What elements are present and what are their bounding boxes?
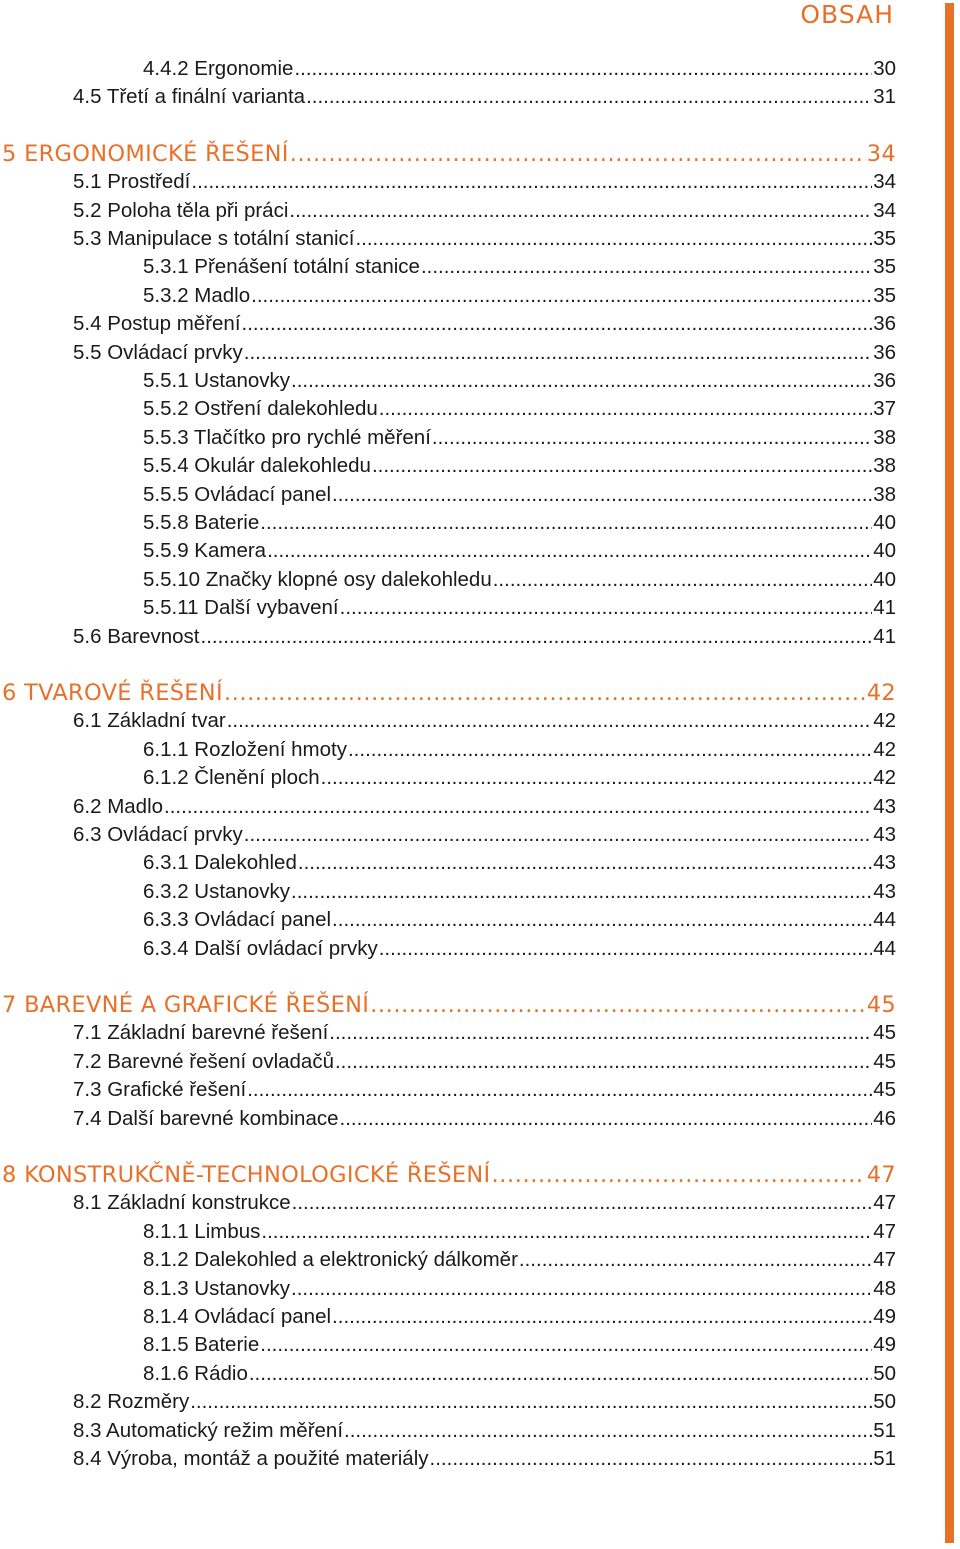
toc-entry	[0, 565, 896, 595]
toc-dot-leader	[332, 905, 872, 935]
toc-entry-label: 5 ERGONOMICKÉ ŘEŠENÍ	[2, 140, 289, 167]
toc-entry	[0, 54, 896, 84]
toc-page-number: 45	[873, 1049, 896, 1073]
toc-entry-label: 6.1.2 Členění ploch	[143, 766, 320, 790]
toc-entry-label: 4.4.2 Ergonomie	[143, 57, 294, 80]
toc-page-number: 40	[873, 539, 896, 563]
toc-page-number: 43	[873, 879, 896, 903]
toc-page-number: 35	[873, 283, 896, 307]
toc-entry	[0, 820, 896, 850]
toc-entry	[0, 1359, 896, 1389]
toc-entry-label: 8.4 Výroba, montáž a použité materiály	[73, 1447, 429, 1470]
toc-entry	[0, 394, 896, 424]
toc-entry-label: 8.1 Základní konstrukce	[73, 1191, 291, 1215]
toc-entry-label: 6.3.4 Další ovládací prvky	[143, 936, 378, 960]
toc-dot-leader	[292, 1188, 873, 1218]
toc-page-number: 36	[873, 340, 896, 364]
toc-page-number: 42	[873, 737, 896, 761]
toc-entry	[0, 1104, 896, 1134]
toc-entry-label: 7.1 Základní barevné řešení	[73, 1021, 329, 1045]
toc-page-number: 44	[873, 936, 896, 960]
toc-entry	[0, 1416, 896, 1446]
toc-page-number: 34	[873, 170, 896, 194]
toc-entry	[0, 934, 896, 964]
toc-entry	[0, 167, 896, 197]
toc-page-number: 35	[873, 227, 896, 250]
toc-page-number: 47	[866, 1162, 896, 1188]
toc-dot-leader	[260, 1330, 872, 1360]
toc-chapter-entry	[0, 139, 896, 169]
toc-page-number: 40	[873, 567, 896, 591]
toc-entry-label: 5.5.2 Ostření dalekohledu	[143, 397, 378, 421]
toc-dot-leader	[306, 82, 872, 112]
toc-entry	[0, 1188, 896, 1218]
toc-entry-label: 5.5.8 Baterie	[143, 511, 260, 534]
toc-dot-leader	[190, 1387, 872, 1417]
toc-dot-leader	[335, 1047, 872, 1077]
toc-entry	[0, 480, 896, 510]
toc-dot-leader	[164, 792, 872, 822]
toc-dot-leader	[329, 1018, 872, 1048]
toc-entry-label: 6.1.1 Rozložení hmoty	[143, 737, 347, 761]
toc-entry-label: 8 KONSTRUKČNĚ-TECHNOLOGICKÉ ŘEŠENÍ	[2, 1162, 491, 1188]
toc-dot-leader	[332, 1302, 872, 1332]
toc-page-number: 43	[873, 823, 896, 846]
toc-entry	[0, 1217, 896, 1247]
toc-page-number: 45	[866, 992, 896, 1018]
toc-dot-leader	[355, 224, 872, 254]
toc-page-number: 38	[873, 454, 896, 478]
toc-entry-label: 6.3.2 Ustanovky	[143, 879, 290, 903]
toc-dot-leader	[492, 1160, 866, 1190]
toc-page-number: 50	[873, 1361, 896, 1385]
toc-entry	[0, 281, 896, 311]
toc-entry	[0, 792, 896, 822]
toc-dot-leader	[224, 678, 866, 708]
toc-entry	[0, 451, 896, 481]
toc-dot-leader	[294, 54, 872, 84]
toc-page-number: 36	[873, 369, 896, 392]
toc-page-number: 43	[873, 851, 896, 875]
toc-entry-label: 5.6 Barevnost	[73, 624, 200, 648]
toc-entry-label: 5.5.10 Značky klopné osy dalekohledu	[143, 567, 492, 591]
toc-dot-leader	[421, 252, 872, 282]
toc-entry	[0, 622, 896, 652]
toc-entry	[0, 877, 896, 907]
toc-dot-leader	[430, 1444, 873, 1474]
toc-entry-label: 5.5.4 Okulár dalekohledu	[143, 454, 371, 478]
toc-entry-label: 6.3.1 Dalekohled	[143, 851, 297, 875]
toc-entry-label: 5.4 Postup měření	[73, 312, 241, 336]
toc-entry-label: 8.3 Automatický režim měření	[73, 1418, 344, 1442]
toc-entry-label: 8.1.1 Limbus	[143, 1219, 261, 1243]
toc-page-number: 51	[873, 1447, 896, 1470]
toc-dot-leader	[244, 820, 872, 850]
toc-entry-label: 5.5.5 Ovládací panel	[143, 482, 332, 506]
toc-page-number: 34	[866, 140, 896, 167]
toc-chapter-entry	[0, 1160, 896, 1190]
toc-page-number: 47	[873, 1248, 896, 1272]
toc-entry-label: 6 TVAROVÉ ŘEŠENÍ	[2, 680, 223, 706]
toc-dot-leader	[493, 565, 872, 595]
toc-entry-label: 7.4 Další barevné kombinace	[73, 1106, 339, 1130]
toc-entry-label: 6.1 Základní tvar	[73, 709, 226, 733]
toc-dot-leader	[291, 1274, 872, 1304]
toc-dot-leader	[298, 848, 872, 878]
toc-entry-label: 5.3 Manipulace s totální stanicí	[73, 227, 355, 250]
toc-entry-label: 8.1.3 Ustanovky	[143, 1276, 290, 1300]
toc-page-number: 37	[873, 397, 896, 421]
toc-entry	[0, 1330, 896, 1360]
toc-page-number: 46	[873, 1106, 896, 1130]
toc-dot-leader	[379, 934, 872, 964]
toc-dot-leader	[321, 763, 873, 793]
toc-page-number: 35	[873, 255, 896, 279]
toc-page-number: 36	[873, 312, 896, 336]
toc-entry-label: 5.3.1 Přenášení totální stanice	[143, 255, 420, 279]
toc-page-number: 43	[873, 794, 896, 818]
toc-dot-leader	[267, 536, 872, 566]
toc-page-number: 50	[873, 1390, 896, 1414]
toc-entry-label: 8.1.2 Dalekohled a elektronický dálkoměr	[143, 1248, 518, 1272]
toc-page-number: 47	[873, 1191, 896, 1215]
toc-dot-leader	[379, 394, 872, 424]
toc-entry-label: 8.1.5 Baterie	[143, 1333, 260, 1357]
toc-page-number: 47	[873, 1219, 896, 1243]
toc-page-number: 42	[873, 766, 896, 790]
toc-dot-leader	[247, 1075, 872, 1105]
toc-dot-leader	[332, 480, 872, 510]
toc-entry	[0, 338, 896, 368]
toc-entry-label: 5.1 Prostředí	[73, 170, 191, 194]
toc-dot-leader	[251, 281, 872, 311]
toc-page-number: 38	[873, 482, 896, 506]
toc-page-number: 49	[873, 1333, 896, 1357]
toc-entry	[0, 1444, 896, 1474]
toc-dot-leader	[372, 451, 872, 481]
toc-dot-leader	[249, 1359, 872, 1389]
toc-entry	[0, 196, 896, 226]
toc-entry	[0, 252, 896, 282]
toc-entry-label: 8.2 Rozměry	[73, 1390, 190, 1414]
toc-page-number: 45	[873, 1078, 896, 1102]
toc-dot-leader	[201, 622, 873, 652]
side-accent-bar	[945, 3, 954, 1543]
toc-page-number: 51	[873, 1418, 896, 1442]
toc-dot-leader	[261, 1217, 872, 1247]
toc-entry-label: 5.5.11 Další vybavení	[143, 596, 339, 620]
toc-dot-leader	[291, 877, 872, 907]
page-title: OBSAH	[800, 0, 894, 29]
toc-entry	[0, 1047, 896, 1077]
toc-dot-leader	[340, 1104, 873, 1134]
toc-entry	[0, 309, 896, 339]
toc-page-number: 44	[873, 908, 896, 932]
toc-dot-leader	[289, 196, 872, 226]
toc-dot-leader	[227, 706, 872, 736]
toc-page-number: 45	[873, 1021, 896, 1045]
toc-entry	[0, 763, 896, 793]
toc-entry	[0, 735, 896, 765]
toc-entry-label: 4.5 Třetí a finální varianta	[73, 85, 306, 109]
toc-entry	[0, 593, 896, 623]
toc-chapter-entry	[0, 990, 896, 1020]
toc-entry-label: 6.3 Ovládací prvky	[73, 823, 243, 846]
toc-entry	[0, 1302, 896, 1332]
toc-dot-leader	[290, 139, 866, 169]
toc-entry-label: 5.5.3 Tlačítko pro rychlé měření	[143, 425, 431, 449]
toc-page-number: 31	[873, 85, 896, 109]
toc-entry	[0, 706, 896, 736]
toc-entry	[0, 82, 896, 112]
toc-entry-label: 5.3.2 Madlo	[143, 283, 251, 307]
toc-page-number: 48	[873, 1276, 896, 1300]
toc-entry	[0, 536, 896, 566]
toc-page-number: 42	[873, 709, 896, 733]
toc-entry	[0, 1387, 896, 1417]
toc-dot-leader	[370, 990, 866, 1020]
toc-entry-label: 7.2 Barevné řešení ovladačů	[73, 1049, 334, 1073]
toc-page-number: 42	[866, 680, 896, 706]
toc-entry-label: 6.3.3 Ovládací panel	[143, 908, 332, 932]
toc-entry-label: 5.2 Poloha těla při práci	[73, 198, 289, 222]
toc-dot-leader	[242, 309, 873, 339]
toc-page-number: 41	[873, 596, 896, 620]
toc-dot-leader	[291, 366, 872, 396]
toc-page-number: 38	[873, 425, 896, 449]
toc-entry	[0, 1075, 896, 1105]
toc-page-number: 40	[873, 511, 896, 534]
toc-dot-leader	[340, 593, 873, 623]
toc-entry-label: 6.2 Madlo	[73, 794, 164, 818]
toc-entry-label: 5.5.9 Kamera	[143, 539, 267, 563]
toc-dot-leader	[244, 338, 872, 368]
toc-entry	[0, 848, 896, 878]
toc-page-number: 41	[873, 624, 896, 648]
toc-entry	[0, 1018, 896, 1048]
toc-entry-label: 8.1.4 Ovládací panel	[143, 1305, 332, 1328]
toc-dot-leader	[344, 1416, 872, 1446]
toc-entry-label: 7.3 Grafické řešení	[73, 1078, 247, 1102]
toc-entry-label: 5.5 Ovládací prvky	[73, 340, 243, 364]
toc-entry	[0, 1245, 896, 1275]
toc-entry-label: 5.5.1 Ustanovky	[143, 369, 290, 392]
toc-entry	[0, 366, 896, 396]
toc-entry	[0, 905, 896, 935]
toc-chapter-entry	[0, 678, 896, 708]
toc-dot-leader	[519, 1245, 872, 1275]
toc-dot-leader	[191, 167, 872, 197]
toc-entry	[0, 423, 896, 453]
toc-entry	[0, 224, 896, 254]
toc-dot-leader	[432, 423, 872, 453]
toc-entry-label: 8.1.6 Rádio	[143, 1361, 248, 1385]
toc-entry	[0, 1274, 896, 1304]
toc-page-number: 49	[873, 1305, 896, 1328]
toc-page-number: 30	[873, 57, 896, 80]
toc-entry-label: 7 BAREVNÉ A GRAFICKÉ ŘEŠENÍ	[2, 992, 370, 1018]
toc-dot-leader	[348, 735, 872, 765]
toc-dot-leader	[260, 508, 872, 538]
toc-page-number: 34	[873, 198, 896, 222]
toc-entry	[0, 508, 896, 538]
